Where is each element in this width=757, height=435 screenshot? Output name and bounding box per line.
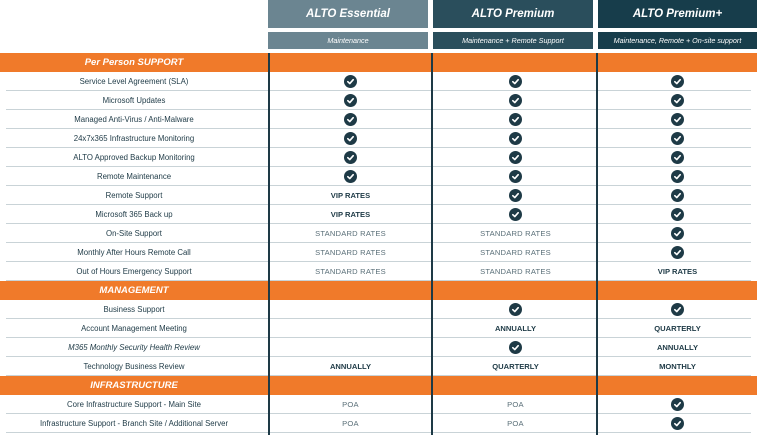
feature-label: Account Management Meeting — [81, 324, 187, 333]
cell-value: ANNUALLY — [329, 362, 372, 371]
feature-label: On-Site Support — [106, 229, 162, 238]
feature-label: Business Support — [103, 305, 165, 314]
cell-value: POA — [342, 419, 359, 428]
feature-label: Microsoft Updates — [102, 96, 166, 105]
cell-value: MONTHLY — [659, 362, 696, 371]
section-title: Per Person SUPPORT — [84, 57, 184, 68]
feature-label: Monthly After Hours Remote Call — [77, 248, 191, 257]
section-title: INFRASTRUCTURE — [90, 380, 178, 391]
cell-premium-plus — [598, 167, 757, 186]
column-header-essential: ALTO Essential — [268, 0, 428, 28]
cell-value: POA — [507, 400, 524, 409]
cell-premium-plus — [598, 395, 757, 414]
cell-premium-plus — [598, 243, 757, 262]
feature-label: Service Level Agreement (SLA) — [79, 77, 189, 86]
cell-premium — [433, 414, 598, 433]
cell-value: STANDARD RATES — [480, 248, 551, 257]
cell-value: ANNUALLY — [656, 343, 699, 352]
feature-label: 24x7x365 Infrastructure Monitoring — [73, 134, 195, 143]
cell-premium — [433, 243, 598, 262]
cell-premium-plus — [598, 414, 757, 433]
table-row — [0, 72, 757, 91]
cell-premium-plus — [598, 148, 757, 167]
check-icon — [671, 151, 684, 164]
cell-premium — [433, 319, 598, 338]
table-row — [0, 395, 757, 414]
feature-label: Core Infrastructure Support - Main Site — [67, 400, 201, 409]
cell-value: QUARTERLY — [492, 362, 539, 371]
cell-premium — [433, 300, 598, 319]
check-icon — [671, 208, 684, 221]
cell-premium — [433, 224, 598, 243]
table-row — [0, 167, 757, 186]
cell-value: ANNUALLY — [494, 324, 537, 333]
check-icon — [671, 113, 684, 126]
feature-label: Technology Business Review — [83, 362, 185, 371]
check-icon — [509, 75, 522, 88]
table-row — [0, 357, 757, 376]
table-row — [0, 110, 757, 129]
cell-premium — [433, 110, 598, 129]
cell-premium-plus — [598, 224, 757, 243]
check-icon — [671, 189, 684, 202]
section-title: MANAGEMENT — [99, 285, 169, 296]
cell-premium — [433, 91, 598, 110]
check-icon — [671, 246, 684, 259]
column-header-premium: ALTO Premium — [433, 0, 593, 28]
feature-label: Managed Anti-Virus / Anti-Malware — [74, 115, 194, 124]
check-icon — [509, 170, 522, 183]
cell-premium-plus — [598, 205, 757, 224]
cell-essential — [268, 148, 433, 167]
cell-premium — [433, 72, 598, 91]
check-icon — [344, 170, 357, 183]
cell-premium — [433, 148, 598, 167]
check-icon — [509, 113, 522, 126]
check-icon — [509, 151, 522, 164]
section-header — [0, 376, 757, 395]
feature-label: Remote Support — [105, 191, 163, 200]
feature-label: Infrastructure Support - Branch Site / Additional Server — [39, 419, 229, 428]
check-icon — [344, 75, 357, 88]
cell-value: VIP RATES — [330, 210, 371, 219]
check-icon — [509, 189, 522, 202]
cell-value: VIP RATES — [657, 267, 698, 276]
check-icon — [671, 227, 684, 240]
cell-premium — [433, 205, 598, 224]
cell-premium-plus — [598, 338, 757, 357]
cell-essential — [268, 395, 433, 414]
cell-premium-plus — [598, 186, 757, 205]
table-row — [0, 414, 757, 433]
cell-essential — [268, 243, 433, 262]
cell-premium — [433, 167, 598, 186]
cell-essential — [268, 110, 433, 129]
check-icon — [671, 170, 684, 183]
column-border — [431, 53, 433, 435]
cell-essential — [268, 262, 433, 281]
cell-premium — [433, 262, 598, 281]
check-icon — [509, 94, 522, 107]
check-icon — [671, 303, 684, 316]
check-icon — [671, 75, 684, 88]
column-header-premium-plus: ALTO Premium+ — [598, 0, 757, 28]
check-icon — [509, 132, 522, 145]
column-border — [596, 53, 598, 435]
feature-label: Microsoft 365 Back up — [95, 210, 173, 219]
cell-essential — [268, 186, 433, 205]
check-icon — [344, 94, 357, 107]
column-subtitle-essential: Maintenance — [268, 32, 428, 49]
table-row — [0, 186, 757, 205]
cell-value: STANDARD RATES — [315, 229, 386, 238]
check-icon — [671, 94, 684, 107]
cell-value: STANDARD RATES — [315, 267, 386, 276]
cell-essential — [268, 129, 433, 148]
cell-value: VIP RATES — [330, 191, 371, 200]
cell-essential — [268, 414, 433, 433]
table-row — [0, 338, 757, 357]
table-row — [0, 262, 757, 281]
section-header — [0, 53, 757, 72]
cell-premium-plus — [598, 91, 757, 110]
cell-premium-plus — [598, 110, 757, 129]
cell-premium — [433, 357, 598, 376]
cell-value: POA — [342, 400, 359, 409]
cell-essential — [268, 357, 433, 376]
table-row — [0, 319, 757, 338]
table-row — [0, 205, 757, 224]
cell-premium-plus — [598, 357, 757, 376]
cell-value: STANDARD RATES — [480, 267, 551, 276]
cell-premium-plus — [598, 262, 757, 281]
cell-premium-plus — [598, 300, 757, 319]
cell-value: STANDARD RATES — [480, 229, 551, 238]
feature-label: Out of Hours Emergency Support — [76, 267, 192, 276]
cell-premium — [433, 129, 598, 148]
cell-value: POA — [507, 419, 524, 428]
cell-premium — [433, 186, 598, 205]
cell-essential — [268, 300, 433, 319]
column-border — [268, 53, 270, 435]
check-icon — [671, 398, 684, 411]
table-row — [0, 243, 757, 262]
row-divider — [6, 432, 751, 433]
check-icon — [671, 417, 684, 430]
cell-premium — [433, 338, 598, 357]
table-row — [0, 300, 757, 319]
cell-essential — [268, 205, 433, 224]
cell-essential — [268, 167, 433, 186]
check-icon — [344, 113, 357, 126]
table-row — [0, 224, 757, 243]
cell-essential — [268, 72, 433, 91]
check-icon — [671, 132, 684, 145]
cell-value: QUARTERLY — [654, 324, 701, 333]
feature-label: Remote Maintenance — [96, 172, 172, 181]
cell-essential — [268, 319, 433, 338]
feature-label: ALTO Approved Backup Monitoring — [73, 153, 195, 162]
cell-essential — [268, 338, 433, 357]
table-row — [0, 91, 757, 110]
column-subtitle-premium: Maintenance + Remote Support — [433, 32, 593, 49]
cell-premium — [433, 395, 598, 414]
cell-premium-plus — [598, 129, 757, 148]
cell-premium-plus — [598, 72, 757, 91]
table-row — [0, 148, 757, 167]
feature-label: M365 Monthly Security Health Review — [68, 343, 200, 352]
check-icon — [509, 208, 522, 221]
cell-value: STANDARD RATES — [315, 248, 386, 257]
cell-essential — [268, 224, 433, 243]
check-icon — [344, 132, 357, 145]
cell-premium-plus — [598, 319, 757, 338]
section-header — [0, 281, 757, 300]
cell-essential — [268, 91, 433, 110]
check-icon — [509, 341, 522, 354]
check-icon — [509, 303, 522, 316]
column-subtitle-premium-plus: Maintenance, Remote + On-site support — [598, 32, 757, 49]
table-row — [0, 129, 757, 148]
check-icon — [344, 151, 357, 164]
